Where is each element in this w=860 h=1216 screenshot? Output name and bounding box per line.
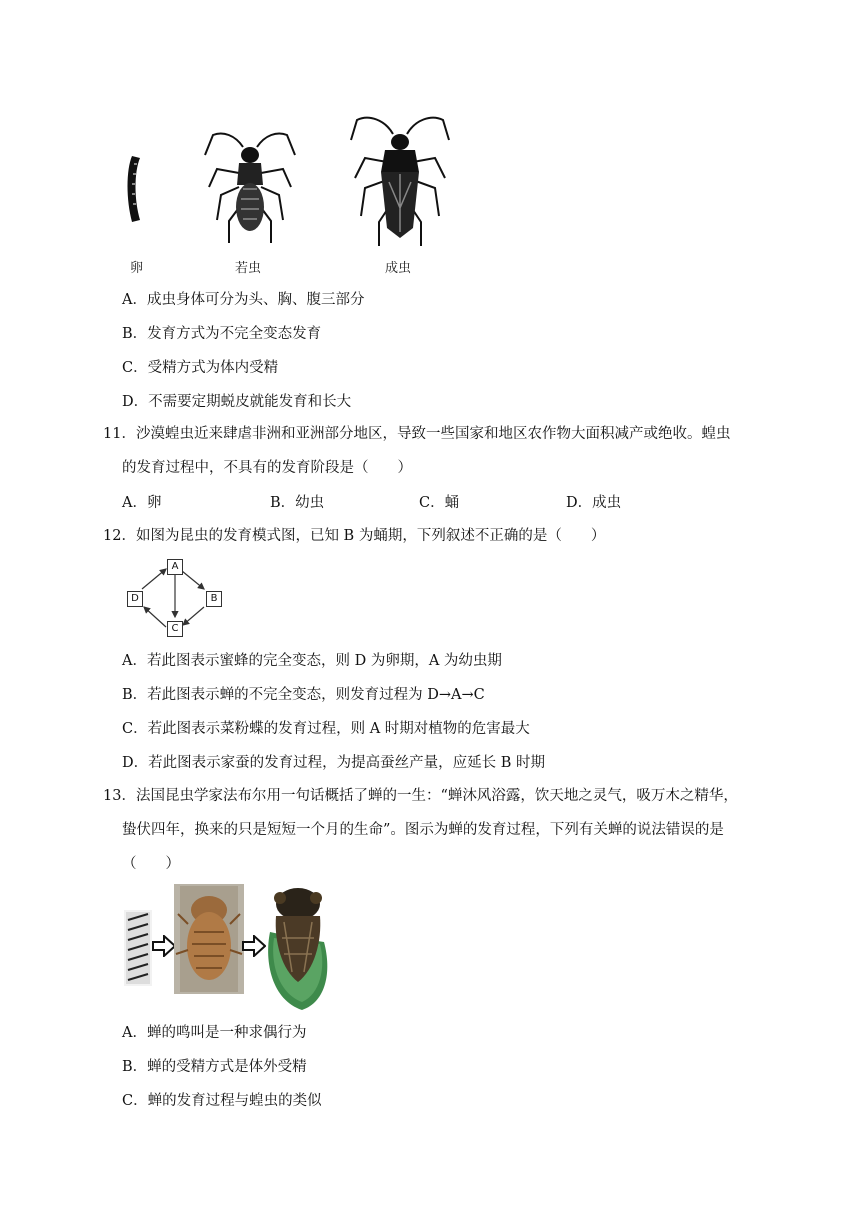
- egg-label: 卵: [130, 261, 144, 276]
- q13-option-b: B．蝉的受精方式是体外受精: [122, 1059, 307, 1075]
- q10-option-d: D．不需要定期蜕皮就能发育和长大: [122, 394, 352, 410]
- nymph-drawing: [195, 125, 305, 250]
- cycle-node-b: B: [206, 591, 222, 607]
- egg-drawing: [120, 150, 150, 230]
- cycle-node-c: C: [167, 621, 183, 637]
- q10-option-b: B．发育方式为不完全变态发育: [122, 326, 322, 342]
- cycle-node-a: A: [167, 559, 183, 575]
- q13-stem-line3: （ ）: [122, 856, 180, 872]
- cicada-adult-photo: [262, 882, 332, 1012]
- q10-option-c: C．受精方式为体内受精: [122, 360, 279, 376]
- q11-option-b: B．幼虫: [270, 495, 325, 511]
- q13-stem-line1: 13．法国昆虫学家法布尔用一句话概括了蝉的一生：“蝉沐风浴露，饮天地之灵气，吸万木之精华，: [103, 788, 738, 804]
- cicada-nymph-photo: [174, 884, 244, 994]
- q13-option-a: A．蝉的鸣叫是一种求偶行为: [122, 1025, 307, 1041]
- q12-stem: 12．如图为昆虫的发育模式图，已知 B 为蛹期，下列叙述不正确的是（ ）: [103, 528, 606, 544]
- q11-option-c: C．蛹: [419, 495, 460, 511]
- adult-drawing: [345, 112, 455, 252]
- q12-option-d: D．若此图表示家蚕的发育过程，为提高蚕丝产量，应延长 B 时期: [122, 755, 545, 771]
- q13-stem-line2: 蛰伏四年，换来的只是短短一个月的生命”。图示为蝉的发育过程，下列有关蝉的说法错误的是: [122, 822, 724, 838]
- q11-stem-line1: 11．沙漠蝗虫近来肆虐非洲和亚洲部分地区，导致一些国家和地区农作物大面积减产或绝收。蝗虫: [103, 426, 731, 442]
- q11-option-d: D．成虫: [566, 495, 622, 511]
- cicada-egg-photo: [124, 910, 152, 986]
- q12-option-a: A．若此图表示蜜蜂的完全变态，则 D 为卵期，A 为幼虫期: [122, 653, 502, 669]
- q12-option-b: B．若此图表示蝉的不完全变态，则发育过程为 D→A→C: [122, 687, 485, 703]
- q13-option-c: C．蝉的发育过程与蝗虫的类似: [122, 1093, 322, 1109]
- q11-option-a: A．卵: [122, 495, 162, 511]
- cycle-node-d: D: [127, 591, 143, 607]
- nymph-label: 若虫: [235, 261, 262, 276]
- arrow-1-icon: [152, 935, 176, 957]
- q11-stem-line2: 的发育过程中，不具有的发育阶段是（ ）: [122, 460, 412, 476]
- adult-label: 成虫: [385, 261, 412, 276]
- q10-option-a: A．成虫身体可分为头、胸、腹三部分: [122, 292, 365, 308]
- q12-option-c: C．若此图表示菜粉蝶的发育过程，则 A 时期对植物的危害最大: [122, 721, 530, 737]
